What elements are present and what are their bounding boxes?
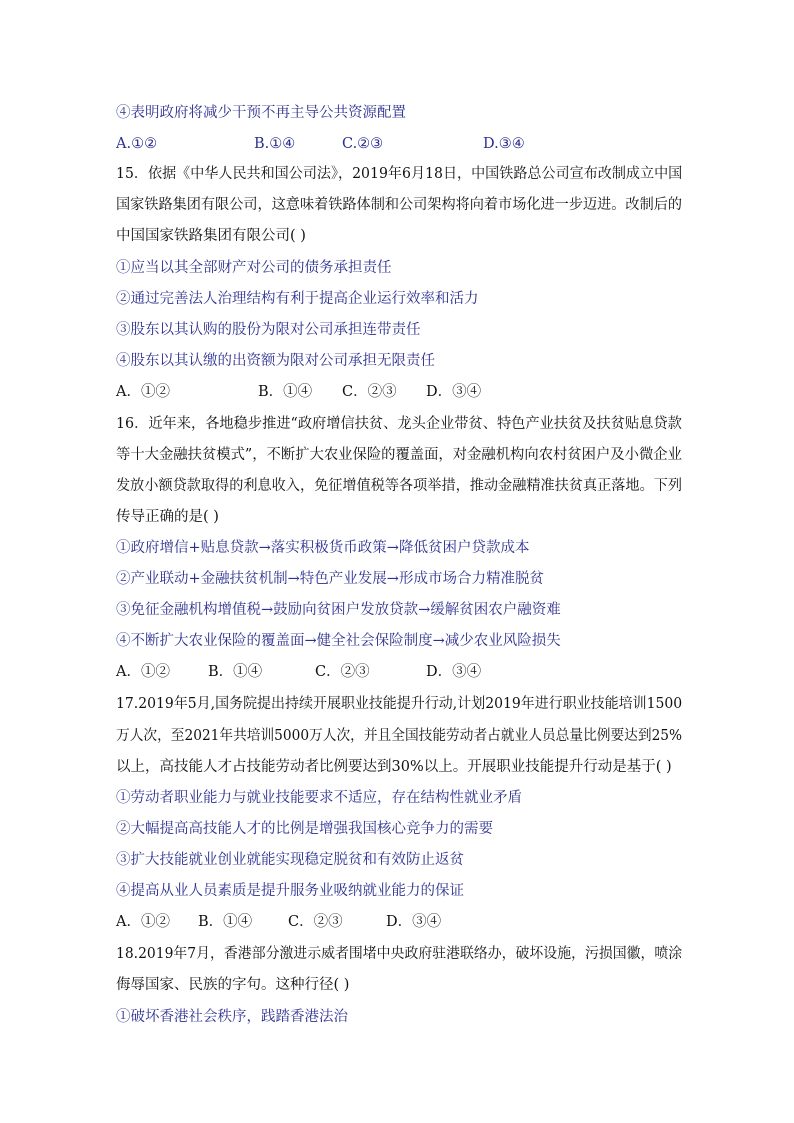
q14-option-4: ④表明政府将减少干预不再主导公共资源配置: [116, 105, 406, 121]
q17-option-1: ①劳动者职业能力与就业技能要求不适应，存在结构性就业矛盾: [116, 790, 522, 806]
q15-option-1: ①应当以其全部财产对公司的债务承担责任: [116, 260, 392, 276]
q15-stem-line-1: 15．依据《中华人民共和国公司法》，2019年6月18日，中国铁路总公司宣布改制成立中国: [116, 166, 683, 182]
q16-option-1: ①政府增信+贴息贷款→落实积极货币政策→降低贫困户贷款成本: [116, 540, 530, 556]
q14-choice-c: C.②③: [342, 136, 384, 152]
q15-choice-a: A．①②: [116, 384, 170, 400]
q16-option-2: ②产业联动+金融扶贫机制→特色产业发展→形成市场合力精准脱贫: [116, 571, 544, 587]
q18-option-1: ①破坏香港社会秩序，践踏香港法治: [116, 1009, 348, 1025]
q14-choice-d: D.③④: [483, 136, 525, 152]
q17-stem-line-3: 以上，高技能人才占技能劳动者比例要达到30%以上。开展职业技能提升行动是基于( ): [116, 759, 672, 775]
q18-stem-line-2: 侮辱国家、民族的字句。这种行径( ): [116, 977, 350, 993]
q17-option-2: ②大幅提高高技能人才的比例是增强我国核心竞争力的需要: [116, 821, 493, 837]
q17-option-4: ④提高从业人员素质是提升服务业吸纳就业能力的保证: [116, 883, 464, 899]
q15-option-4: ④股东以其认缴的出资额为限对公司承担无限责任: [116, 353, 435, 369]
q17-stem-line-1: 17.2019年5月,国务院提出持续开展职业技能提升行动,计划2019年进行职业技能培训1500: [116, 696, 683, 712]
q16-stem-line-1: 16．近年来，各地稳步推进“政府增信扶贫、龙头企业带贫、特色产业扶贫及扶贫贴息贷款: [116, 416, 682, 432]
q18-stem-line-1: 18.2019年7月，香港部分激进示威者围堵中央政府驻港联络办，破坏设施，污损国徽，喷涂: [116, 946, 683, 962]
q15-option-2: ②通过完善法人治理结构有利于提高企业运行效率和活力: [116, 291, 479, 307]
q15-choice-b: B．①④: [258, 384, 313, 400]
q16-choice-c: C．②③: [315, 664, 370, 680]
q16-stem-line-2: 等十大金融扶贫模式”，不断扩大农业保险的覆盖面，对金融机构向农村贫困户及小微企业: [116, 447, 682, 463]
q16-option-3: ③免征金融机构增值税→鼓励向贫困户发放贷款→缓解贫困农户融资难: [116, 602, 561, 618]
q15-stem-line-2: 国家铁路集团有限公司，这意味着铁路体制和公司架构将向着市场化进一步迈进。改制后的: [116, 197, 683, 213]
q15-stem-line-3: 中国国家铁路集团有限公司( ): [116, 228, 306, 244]
q16-choice-b: B．①④: [208, 664, 263, 680]
q17-stem-line-2: 万人次，至2021年共培训5000万人次，并且全国技能劳动者占就业人员总量比例要达到25%: [116, 728, 683, 744]
q16-option-4: ④不断扩大农业保险的覆盖面→健全社会保险制度→减少农业风险损失: [116, 633, 561, 649]
q16-stem-line-3: 发放小额贷款取得的利息收入，免征增值税等各项举措，推动金融精准扶贫真正落地。下列: [116, 478, 683, 494]
q14-choice-b: B.①④: [254, 136, 296, 152]
q16-choice-d: D．③④: [426, 664, 482, 680]
q15-option-3: ③股东以其认购的股份为限对公司承担连带责任: [116, 322, 421, 338]
q15-choice-c: C．②③: [342, 384, 397, 400]
q17-choice-c: C．②③: [288, 914, 343, 930]
q17-choice-a: A．①②: [116, 914, 170, 930]
q16-choice-a: A．①②: [116, 664, 170, 680]
q17-choice-b: B．①④: [198, 914, 253, 930]
q14-choice-a: A.①②: [116, 136, 158, 152]
q17-option-3: ③扩大技能就业创业就能实现稳定脱贫和有效防止返贫: [116, 852, 464, 868]
q17-choice-d: D．③④: [386, 914, 442, 930]
q15-choice-d: D．③④: [426, 384, 482, 400]
q16-stem-line-4: 传导正确的是( ): [116, 509, 219, 525]
